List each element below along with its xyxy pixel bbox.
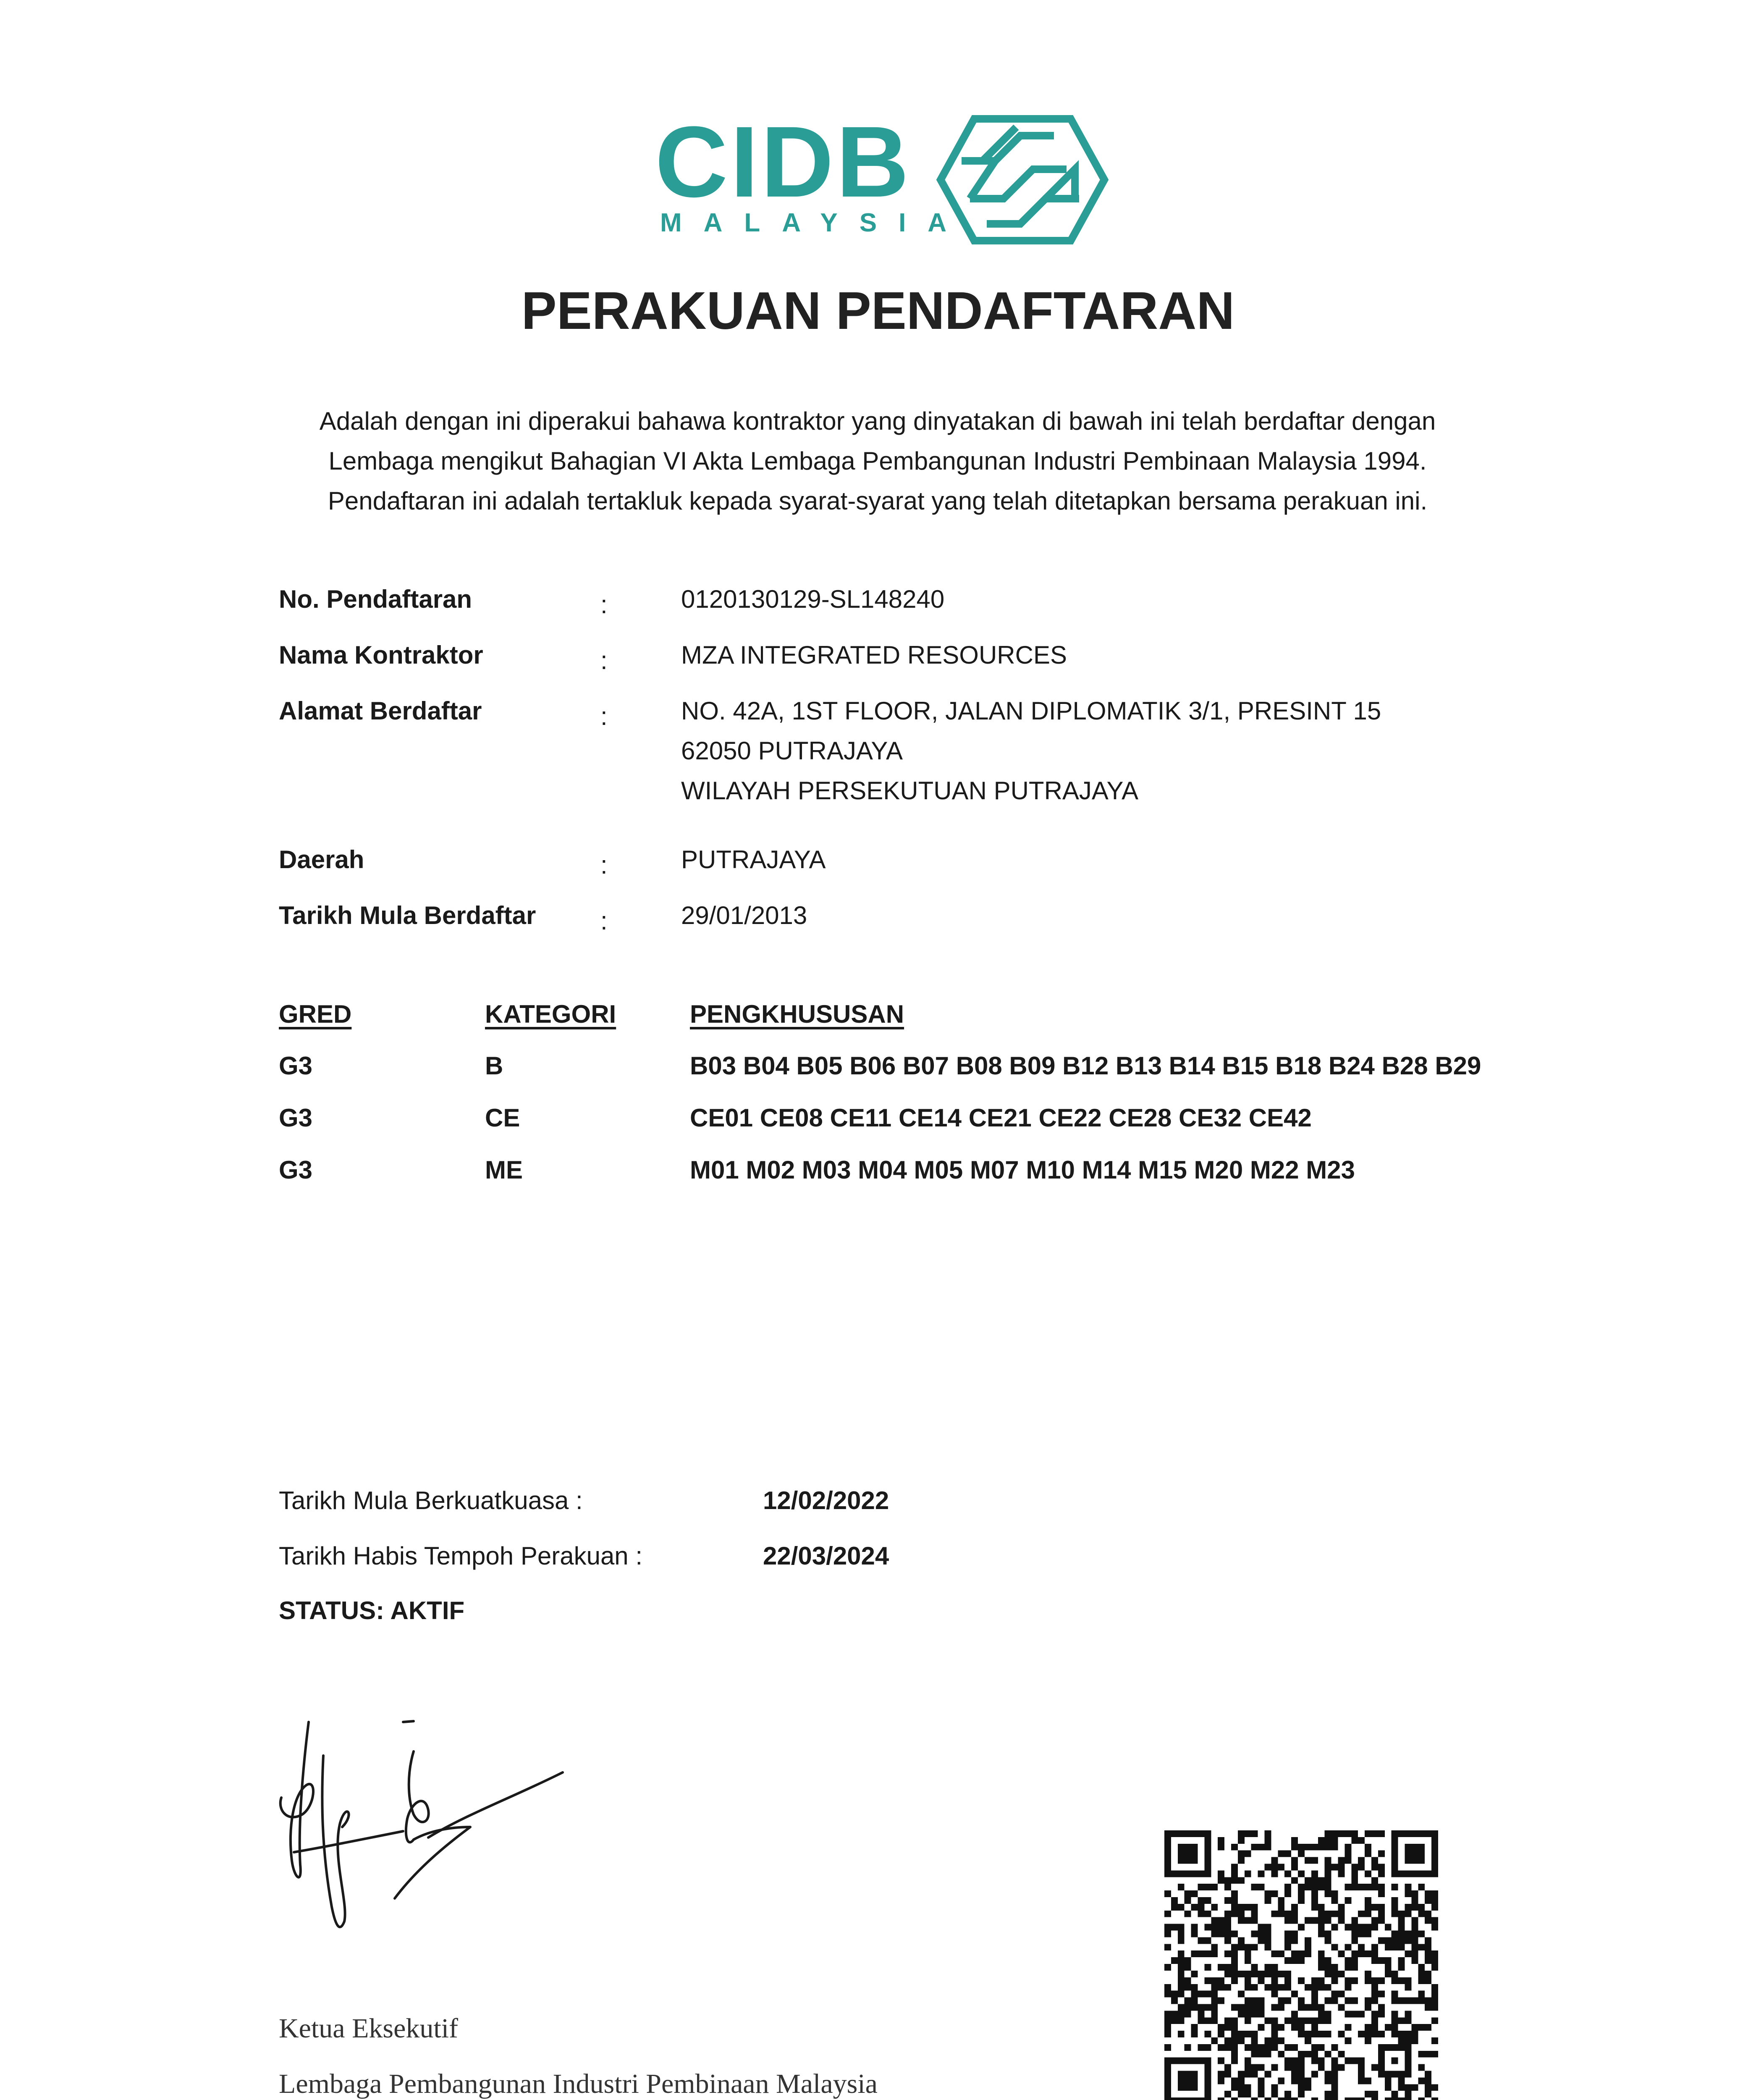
signatory-organisation: Lembaga Pembangunan Industri Pembinaan Malaysia [279,2068,878,2099]
intro-line: Pendaftaran ini adalah tertakluk kepada syarat-syarat yang telah ditetapkan bersama perakuan ini. [328,487,1428,515]
category-cell: ME [485,1156,523,1184]
category-cell: CE [485,1104,520,1132]
specialisation-header: PENGKHUSUSAN [690,1000,904,1028]
grade-cell: G3 [279,1156,313,1184]
effective-date-value: 12/02/2022 [763,1486,889,1515]
category-cell: B [485,1052,503,1080]
colon: : [600,851,608,879]
specialisation-cell: CE01 CE08 CE11 CE14 CE21 CE22 CE28 CE32 CE42 [690,1104,1312,1132]
status-label: STATUS: AKTIF [279,1596,465,1625]
logo-subtitle: MALAYSIA [660,208,969,237]
colon: : [600,907,608,935]
expiry-date-label: Tarikh Habis Tempoh Perakuan : [279,1542,643,1570]
address-line: NO. 42A, 1ST FLOOR, JALAN DIPLOMATIK 3/1, PRESINT 15 [681,697,1381,725]
grade-cell: G3 [279,1104,313,1132]
address-label: Alamat Berdaftar [279,697,482,725]
contractor-name-value: MZA INTEGRATED RESOURCES [681,641,1067,669]
registration-no-value: 0120130129-SL148240 [681,585,945,613]
logo-wordmark: CIDB [655,105,912,218]
document-title: PERAKUAN PENDAFTARAN [521,281,1235,340]
colon: : [600,646,608,675]
cidb-logo [655,105,1109,250]
contractor-name-label: Nama Kontraktor [279,641,483,669]
qr-code-icon [1164,1830,1438,2100]
handwritten-signature [269,1688,575,1940]
intro-paragraph [252,401,1503,521]
intro-line: Adalah dengan ini diperakui bahawa kontraktor yang dinyatakan di bawah ini telah berdaftar dengan [319,407,1436,435]
address-line: WILAYAH PERSEKUTUAN PUTRAJAYA [681,777,1139,805]
category-header: KATEGORI [485,1000,616,1028]
expiry-date-value: 22/03/2024 [763,1542,889,1570]
district-value: PUTRAJAYA [681,845,826,874]
address-line: 62050 PUTRAJAYA [681,737,903,765]
registration-no-label: No. Pendaftaran [279,585,472,613]
signatory-title: Ketua Eksekutif [279,2013,459,2044]
district-label: Daerah [279,845,364,874]
specialisation-cell: B03 B04 B05 B06 B07 B08 B09 B12 B13 B14 B15 B18 B24 B28 B29 [690,1052,1481,1080]
grade-header: GRED [279,1000,352,1028]
colon: : [600,702,608,730]
grade-cell: G3 [279,1052,313,1080]
specialisation-cell: M01 M02 M03 M04 M05 M07 M10 M14 M15 M20 M22 M23 [690,1156,1355,1184]
cidb-hexagon-mark-icon [932,115,1109,245]
registration-start-label: Tarikh Mula Berdaftar [279,901,536,929]
registration-start-value: 29/01/2013 [681,901,807,929]
effective-date-label: Tarikh Mula Berkuatkuasa : [279,1486,583,1515]
address-value [681,691,1381,811]
intro-line: Lembaga mengikut Bahagian VI Akta Lembaga Pembangunan Industri Pembinaan Malaysia 1994. [328,447,1427,475]
colon: : [600,591,608,619]
